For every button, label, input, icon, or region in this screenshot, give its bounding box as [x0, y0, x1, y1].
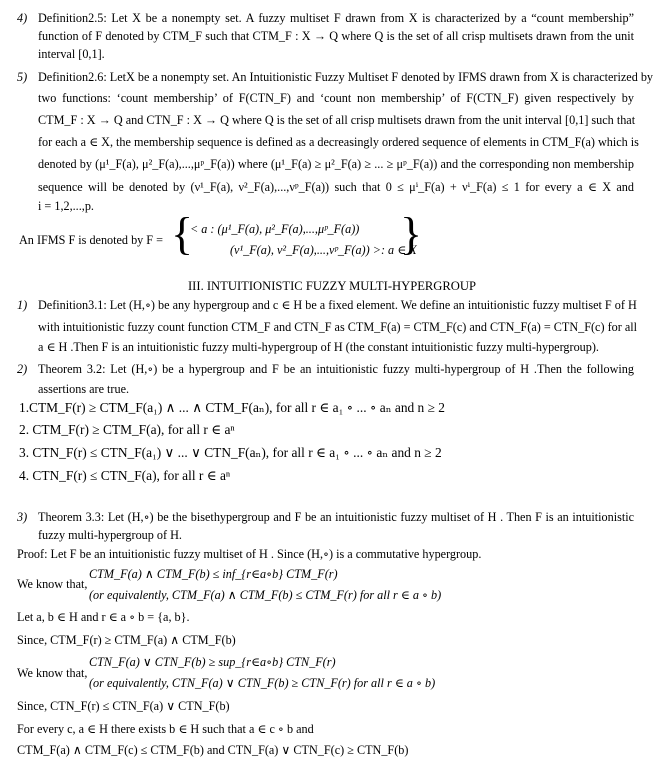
left-brace: { [171, 208, 194, 259]
theorem-3-3-line: fuzzy multi-hypergroup of H. [38, 528, 182, 542]
definition-2-6-line: two functions: ‘count membership’ of F(CTN_F) and ‘count non membership’ of F(CTN_F) given respectively by [38, 91, 634, 105]
proof-formula: (or equivalently, CTM_F(a) ∧ CTM_F(b) ≤ CTM_F(r) for all r ∈ a ∘ b) [89, 588, 442, 602]
definition-2-6-line: for each a ∈ X, the membership sequence is defined as a decreasingly ordered sequence of elements in CTM_F(a) which is [38, 135, 639, 149]
definition-3-1-line: with intuitionistic fuzzy count function CTM_F and CTN_F as CTM_F(a) = CTM_F(c) and CTN_F(a) = CTN_F(c) for all [38, 320, 638, 334]
item-number: 2) [17, 362, 28, 376]
assertion-item: 2. CTM_F(r) ≥ CTM_F(a), for all r ∈ aⁿ [19, 422, 235, 437]
assertion-item: 3. CTN_F(r) ≤ CTN_F(a₁) ∨ ... ∨ CTN_F(aₙ), for all r ∈ a₁ ∘ ... ∘ aₙ and n ≥ 2 [19, 445, 442, 460]
proof-formula: CTM_F(a) ∧ CTM_F(b) ≤ inf_{r∈a∘b} CTM_F(r) [89, 567, 338, 581]
ifms-prefix: An IFMS F is denoted by F = [19, 233, 164, 247]
definition-3-1-line: Definition3.1: Let (H,∘) be any hypergroup and c ∈ H be a fixed element. We define an intuitionistic fuzzy multiset F of H [38, 298, 637, 312]
definition-2-5-line: interval [0,1]. [38, 47, 105, 61]
item-number: 4) [17, 11, 28, 25]
proof-line: Let a, b ∈ H and r ∈ a ∘ b = {a, b}. [17, 610, 190, 624]
ifms-formula-row: (ν¹_F(a), ν²_F(a),...,νᵖ_F(a)) >: a ∈ X [230, 243, 417, 257]
proof-line: Since, CTM_F(r) ≥ CTM_F(a) ∧ CTM_F(b) [17, 633, 236, 647]
proof-line: Since, CTN_F(r) ≤ CTN_F(a) ∨ CTN_F(b) [17, 699, 230, 713]
definition-2-6-line: CTM_F : X → Q and CTN_F : X → Q where Q is the set of all crisp multisets drawn from the unit interval [0,1] such that [38, 113, 636, 127]
proof-formula: CTN_F(a) ∨ CTN_F(b) ≥ sup_{r∈a∘b} CTN_F(r) [89, 655, 336, 669]
definition-2-5-line: Definition2.5: Let X be a nonempty set. A fuzzy multiset F drawn from X is characterized by a “count membership” [38, 11, 634, 25]
definition-2-6-line: i = 1,2,...,p. [38, 199, 94, 213]
proof-formula: (or equivalently, CTN_F(a) ∨ CTN_F(b) ≥ CTN_F(r) for all r ∈ a ∘ b) [89, 676, 436, 690]
definition-2-6-line: Definition2.6: LetX be a nonempty set. An Intuitionistic Fuzzy Multiset F denoted by IFMS drawn from X is characterized by [38, 70, 654, 84]
definition-2-6-line: sequence will be denoted by (ν¹_F(a), ν²_F(a),...,νᵖ_F(a)) such that 0 ≤ μⁱ_F(a) + νⁱ_F(a) ≤ 1 for every a ∈ X and [38, 180, 634, 194]
proof-line: We know that, [17, 666, 88, 680]
item-number: 5) [17, 70, 28, 84]
proof-line: We know that, [17, 577, 88, 591]
proof-line: For every c, a ∈ H there exists b ∈ H such that a ∈ c ∘ b and [17, 722, 314, 736]
proof-line: Proof: Let F be an intuitionistic fuzzy multiset of H . Since (H,∘) is a commutative hypergroup. [17, 547, 482, 561]
right-brace: } [400, 208, 423, 259]
section-heading: III. INTUITIONISTIC FUZZY MULTI-HYPERGROUP [187, 279, 476, 293]
definition-2-6-line: denoted by (μ¹_F(a), μ²_F(a),...,μᵖ_F(a)) where (μ¹_F(a) ≥ μ²_F(a) ≥ ... ≥ μᵖ_F(a)) and the corresponding non membership [38, 157, 634, 171]
item-number: 1) [17, 298, 28, 312]
definition-2-5-line: function of F denoted by CTM_F such that CTM_F : X → Q where Q is the set of all crisp multisets drawn from the unit [38, 29, 634, 43]
assertion-item: 4. CTN_F(r) ≤ CTN_F(a), for all r ∈ aⁿ [19, 468, 231, 483]
theorem-3-2-line: assertions are true. [38, 382, 130, 396]
assertion-item: 1.CTM_F(r) ≥ CTM_F(a₁) ∧ ... ∧ CTM_F(aₙ), for all r ∈ a₁ ∘ ... ∘ aₙ and n ≥ 2 [19, 400, 445, 415]
item-number: 3) [17, 510, 28, 524]
theorem-3-3-line: Theorem 3.3: Let (H,∘) be the bisethypergroup and F be an intuitionistic fuzzy multiset of H . Then F is an intuitionistic [38, 510, 634, 524]
definition-3-1-line: a ∈ H .Then F is an intuitionistic fuzzy multi-hypergroup of H (the constant intuitionistic fuzzy multi-hypergroup). [38, 340, 599, 354]
ifms-formula-row: < a : (μ¹_F(a), μ²_F(a),...,μᵖ_F(a)) [190, 222, 360, 236]
theorem-3-2-line: Theorem 3.2: Let (H,∘) be a hypergroup and F be an intuitionistic fuzzy multi-hypergroup of H .Then the following [38, 362, 634, 376]
proof-line: CTM_F(a) ∧ CTM_F(c) ≤ CTM_F(b) and CTN_F(a) ∨ CTN_F(c) ≥ CTN_F(b) [17, 743, 409, 757]
